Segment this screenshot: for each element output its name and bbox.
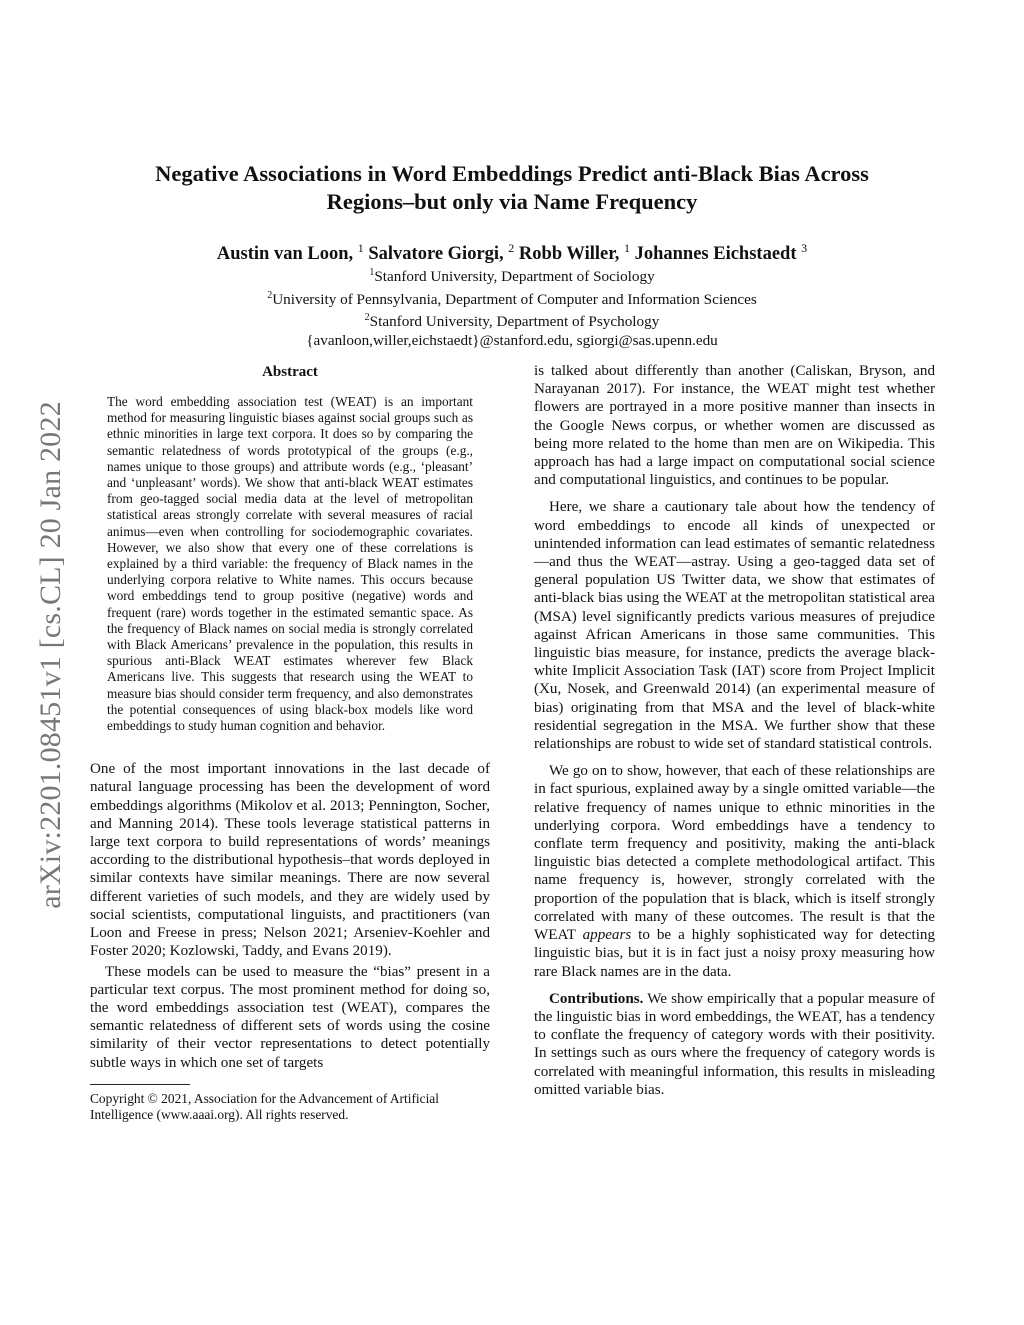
author-affiliation-mark: 2	[508, 241, 515, 255]
right-column	[534, 362, 935, 1099]
author-name: Johannes Eichstaedt	[634, 244, 797, 265]
contributions-paragraph	[534, 990, 935, 1099]
paper-title	[90, 160, 934, 216]
author-affiliation-mark: 3	[801, 241, 808, 255]
author-list	[90, 236, 934, 266]
author-name: Austin van Loon,	[216, 244, 354, 265]
continued-paragraph: is talked about differently than another (Caliskan, Bryson, and Narayanan 2017). For instance, the WEAT might test whether flowers are portrayed in a more positive manner than insects in the Google News corpus, or whether women are discussed as being more related to the home than men are on Wikipedia. This approach has had a large impact on computational social science and computational linguistics, and continues to be popular.	[534, 363, 935, 489]
affiliation-text: University of Pennsylvania, Department of Computer and Information Sciences	[272, 290, 757, 308]
affiliation-line	[90, 264, 934, 287]
title-line-2: Regions–but only via Name Frequency	[326, 189, 698, 214]
left-column	[90, 362, 490, 1124]
affiliations	[90, 264, 934, 350]
author-emails: {avanloon,willer,eichstaedt}@stanford.edu, sgiorgi@sas.upenn.edu	[306, 331, 718, 349]
affiliation-mark: 2	[364, 312, 370, 324]
author-name: Robb Willer,	[518, 244, 620, 265]
spurious-relationship-paragraph	[534, 762, 935, 980]
copyright-notice: Copyright © 2021, Association for the Advancement of Artificial Intelligence (www.aaai.org). All rights reserved.	[90, 1090, 439, 1123]
cautionary-tale-paragraph: Here, we share a cautionary tale about how the tendency of word embeddings to encode all kinds of unexpected or unintended information can lead estimates of semantic relatedness—and thus the WEAT—astray. Using a geo-tagged data set of general population US Twitter data, we show that estimates of anti-black bias using the WEAT at the metropolitan statistical area (MSA) level significantly predicts various measures of prejudice against African Americans in those same communities. This linguistic bias measure, for instance, predicts the average black-white Implicit Association Task (IAT) score from Project Implicit (Xu, Nosek, and Greenwald 2014) (an experimental measure of bias) originating from that MSA and the level of black-white residential segregation in the MSA. We further show that these relationships are robust to wide set of standard statistical controls.	[534, 499, 935, 753]
affiliation-mark: 1	[369, 267, 375, 278]
paragraph-text: to be a highly sophisticated way for detecting linguistic bias, but it is in fact just a noisy proxy measuring how rare Black names are in the data.	[534, 927, 935, 980]
author-affiliation-mark: 1	[357, 241, 364, 255]
arxiv-identifier: arXiv:2201.08451v1 [cs.CL] 20 Jan 2022	[34, 401, 67, 909]
arxiv-sidebar	[30, 365, 72, 945]
footnote-rule	[90, 1084, 190, 1085]
affiliation-text: Stanford University, Department of Sociology	[374, 268, 655, 286]
abstract-heading: Abstract	[262, 364, 318, 380]
title-line-1: Negative Associations in Word Embeddings Predict anti-Black Bias Across	[155, 161, 869, 186]
intro-paragraph-1: One of the most important innovations in the last decade of natural language processing has been the development of word embeddings algorithms (Mikolov et al. 2013; Pennington, Socher, and Manning 2014). These tools leverage statistical patterns in large text corpora to build representations of words’ meanings according to the distributional hypothesis–that words deployed in similar contexts have similar meanings. There are now several different varieties of such models, and they are widely used by social scientists, computational linguists, and practitioners (van Loon and Freese in press; Nelson 2021; Arseniev-Koehler and Foster 2020; Kozlowski, Taddy, and Evans 2019).	[90, 761, 490, 960]
paragraph-text: We show empirically that a popular measure of the linguistic bias in word embeddings, the WEAT, has a tendency to conflate the frequency of category words with their positivity. In settings such as ours where the frequency of category words is correlated with meaningful information, this results in misleading omitted variable bias.	[534, 990, 935, 1098]
paragraph-text: We go on to show, however, that each of these relationships are in fact spurious, explained away by a single omitted variable—the relative frequency of names unique to ethnic minorities in the underlying corpora. Word embeddings have a tendency to conflate term frequency and positivity, making the anti-black linguistic bias detected a complete methodological artifact. This name frequency is, however, strongly correlated with the proportion of the population that is black, which is itself strongly correlated with many of these outcomes. The result is that the WEAT	[534, 763, 935, 944]
emphasized-word: appears	[582, 927, 632, 944]
intro-paragraph-2: These models can be used to measure the “bias” present in a particular text corpus. The most prominent method for doing so, the word embeddings association test (WEAT), compares the semantic relatedness of different sets of words using the cosine similarity of their vector representations to detect potentially subtle ways in which one set of targets	[90, 963, 490, 1071]
affiliation-line	[90, 287, 934, 310]
author-affiliation-mark: 1	[623, 241, 630, 255]
affiliation-mark: 2	[267, 289, 273, 301]
contributions-label: Contributions.	[549, 990, 644, 1007]
abstract-text: The word embedding association test (WEAT) is an important method for measuring linguistic biases against social groups such as ethnic minorities in large text corpora. It does so by comparing the semantic relatedness of words prototypical of the groups (e.g., names unique to those groups) and attribute words (e.g., ‘pleasant’ and ‘unpleasant’ words). We show that anti-black WEAT estimates from geo-tagged social media data at the level of metropolitan statistical areas strongly correlate with several measures of racial animus—even when controlling for sociodemographic covariates. However, we also show that every one of these correlations is explained by a third variable: the frequency of Black names in the underlying corpora relative to White names. This occurs because word embeddings tend to group positive (negative) words and frequent (rare) words together in the estimated semantic space. As the frequency of Black names on social media is strongly correlated with Black Americans’ prevalence in the population, this results in spurious anti-Black WEAT estimates wherever few Black Americans live. This suggests that research using the WEAT to measure bias should consider term frequency, and also demonstrates the potential consequences of using black-box models like word embeddings to study human cognition and behavior.	[107, 394, 473, 734]
author-name: Salvatore Giorgi,	[368, 244, 504, 265]
affiliation-line	[90, 309, 934, 332]
affiliation-text: Stanford University, Department of Psychology	[369, 313, 660, 331]
